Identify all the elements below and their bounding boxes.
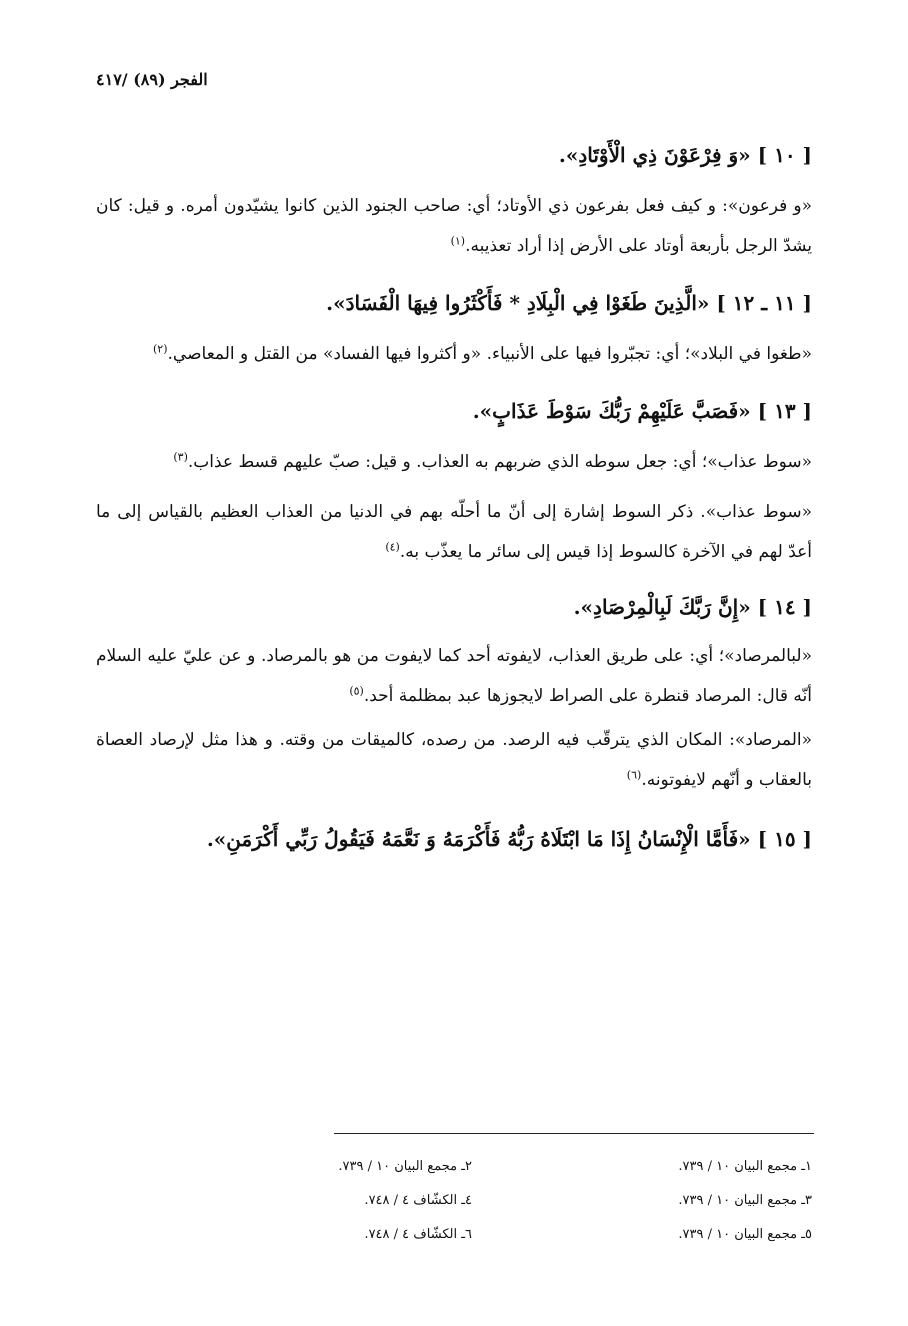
verse-heading: [ ١١ ـ ١٢ ] «الَّذِينَ طَغَوْا فِي الْبِلَادِ * فَأَكْثَرُوا فِيهَا الْفَسَادَ». bbox=[326, 291, 812, 315]
verse-heading: [ ١٥ ] «فَأَمَّا الْإِنْسَانُ إِذَا مَا ابْتَلَاهُ رَبُّهُ فَأَكْرَمَهُ وَ نَعَّمَهُ فَيَقُولُ رَبِّي أَكْرَمَنِ». bbox=[206, 827, 812, 851]
footnote-separator bbox=[334, 1133, 814, 1134]
footnote: ٦ـ الكشّاف ٤ / ٧٤٨. bbox=[364, 1227, 472, 1242]
footnote: ٣ـ مجمع البيان ١٠ / ٧٣٩. bbox=[678, 1193, 812, 1208]
footnote: ٥ـ مجمع البيان ١٠ / ٧٣٩. bbox=[678, 1227, 812, 1242]
commentary-paragraph: «سوط عذاب». ذكر السوط إشارة إلى أنّ ما أحلّه بهم في الدنيا من العذاب العظيم بالقياس إلى ما أعدّ لهم في الآخرة كالسوط إذا قيس إلى سائر ما يعذّب به.$^{(٤)}$ bbox=[96, 502, 812, 562]
commentary-paragraph: «المرصاد»: المكان الذي يترقّب فيه الرصد. من رصده، كالميقات من وقته. و هذا مثل لإرصاد العصاة بالعقاب و أنّهم لايفوتونه.$^{(٦)}$ bbox=[96, 730, 812, 790]
footnote-row bbox=[96, 1150, 812, 1184]
verse-heading: [ ١٤ ] «إِنَّ رَبَّكَ لَبِالْمِرْصَادِ». bbox=[573, 595, 812, 619]
verse-heading: [ ١٠ ] «وَ فِرْعَوْنَ ذِي الْأَوْتَادِ». bbox=[558, 143, 812, 167]
running-head: الفجر (٨٩) /٤١٧ bbox=[96, 70, 208, 89]
commentary-body bbox=[96, 130, 812, 856]
commentary-paragraph: «لبالمرصاد»؛ أي: على طريق العذاب، لايفوته أحد كما لايفوت من هو بالمرصاد. و عن عليّ عليه السلام أنّه قال: المرصاد قنطرة على الصراط لايجوزها عبد بمظلمة أحد.$^{(٥)}$ bbox=[96, 646, 812, 706]
footnote: ١ـ مجمع البيان ١٠ / ٧٣٩. bbox=[678, 1159, 812, 1174]
footnotes bbox=[96, 1150, 812, 1252]
commentary-paragraph: «و فرعون»: و كيف فعل بفرعون ذي الأوتاد؛ أي: صاحب الجنود الذين كانوا يشيّدون أمره. و قيل: كان يشدّ الرجل بأربعة أوتاد على الأرض إذا أراد تعذيبه.$^{(١)}$ bbox=[96, 196, 812, 256]
footnote-marker[interactable]: (١) bbox=[450, 234, 466, 248]
footnote-marker[interactable]: (٣) bbox=[173, 450, 188, 464]
footnote: ٢ـ مجمع البيان ١٠ / ٧٣٩. bbox=[338, 1159, 472, 1174]
footnote-row bbox=[96, 1218, 812, 1252]
footnote-marker[interactable]: (٤) bbox=[385, 540, 400, 554]
footnote-marker[interactable]: (٥) bbox=[349, 684, 364, 698]
commentary-paragraph: «طغوا في البلاد»؛ أي: تجبّروا فيها على الأنبياء. «و أكثروا فيها الفساد» من القتل و المعاصي.$^{(٢)}$ bbox=[152, 342, 812, 364]
commentary-paragraph: «سوط عذاب»؛ أي: جعل سوطه الذي ضربهم به العذاب. و قيل: صبّ عليهم قسط عذاب.$^{(٣)}$ bbox=[173, 450, 812, 472]
footnote-marker[interactable]: (٢) bbox=[152, 342, 168, 356]
footnote-row bbox=[96, 1184, 812, 1218]
footnote: ٤ـ الكشّاف ٤ / ٧٤٨. bbox=[364, 1193, 472, 1208]
verse-heading: [ ١٣ ] «فَصَبَّ عَلَيْهِمْ رَبُّكَ سَوْطَ عَذَابٍ». bbox=[472, 399, 812, 423]
footnote-marker[interactable]: (٦) bbox=[626, 768, 642, 782]
